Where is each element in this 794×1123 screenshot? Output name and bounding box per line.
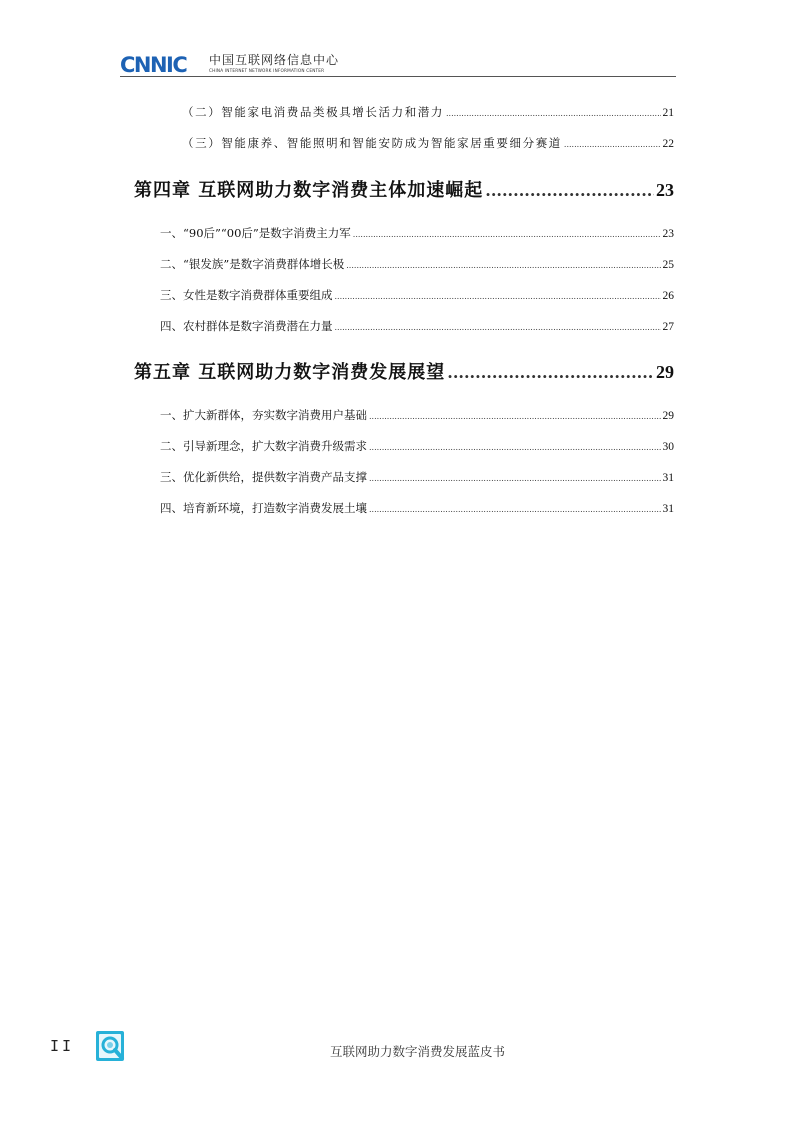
dot-leader <box>346 261 660 270</box>
section-page: 31 <box>662 503 674 515</box>
section-label: 二、“银发族”是数字消费群体增长极 <box>160 257 345 271</box>
section-page: 31 <box>662 472 674 484</box>
dot-leader <box>369 412 661 421</box>
section-label: 一、“90后”“00后”是数字消费主力军 <box>160 226 351 240</box>
chapter-title: 第五章 互联网助力数字消费发展展望 <box>134 362 446 383</box>
section-label: 二、引导新理念，扩大数字消费升级需求 <box>160 439 367 453</box>
dot-leader <box>447 363 654 382</box>
dot-leader <box>335 292 661 301</box>
toc-entry-label: （二）智能家电消费品类极具增长活力和潜力 <box>182 105 444 119</box>
toc-chapter-4[interactable] <box>134 176 674 202</box>
dot-leader <box>353 230 661 239</box>
chapter-page: 23 <box>656 180 674 200</box>
toc-entry-label: （三）智能康养、智能照明和智能安防成为智能家居重要细分赛道 <box>182 136 562 150</box>
header-rule <box>120 76 676 77</box>
dot-leader <box>335 323 661 332</box>
section-label: 三、女性是数字消费群体重要组成 <box>160 288 333 302</box>
book-title: 互联网助力数字消费发展蓝皮书 <box>330 1044 506 1059</box>
dot-leader <box>369 474 661 483</box>
section-page: 26 <box>662 290 674 302</box>
section-label: 四、农村群体是数字消费潜在力量 <box>160 319 333 333</box>
org-name-cn: 中国互联网络信息中心 <box>209 53 340 67</box>
cnnic-logo: CNNIC <box>120 53 187 77</box>
section-page: 27 <box>662 321 674 333</box>
toc-entry[interactable] <box>182 135 674 151</box>
chapter-title: 第四章 互联网助力数字消费主体加速崛起 <box>134 180 484 201</box>
toc-section[interactable] <box>160 287 674 303</box>
dot-leader <box>369 505 661 514</box>
section-page: 23 <box>662 228 674 240</box>
page-number: II <box>50 1037 75 1055</box>
toc-section[interactable] <box>160 318 674 334</box>
toc-section[interactable] <box>160 407 674 423</box>
dot-leader <box>446 109 661 118</box>
toc-section[interactable] <box>160 438 674 454</box>
toc-entry[interactable] <box>182 104 674 120</box>
org-name-en: CHINA INTERNET NETWORK INFORMATION CENTER <box>209 68 325 73</box>
section-page: 25 <box>662 259 674 271</box>
magnifier-book-icon <box>95 1030 127 1062</box>
section-page: 30 <box>662 441 674 453</box>
section-label: 一、扩大新群体，夯实数字消费用户基础 <box>160 408 367 422</box>
toc-entry-page: 21 <box>662 107 674 119</box>
chapter-page: 29 <box>656 362 674 382</box>
page-header <box>120 50 676 78</box>
dot-leader <box>485 181 654 200</box>
section-page: 29 <box>662 410 674 422</box>
dot-leader <box>369 443 661 452</box>
toc-chapter-5[interactable] <box>134 358 674 384</box>
section-label: 三、优化新供给，提供数字消费产品支撑 <box>160 470 367 484</box>
section-label: 四、培育新环境，打造数字消费发展土壤 <box>160 501 367 515</box>
toc-entry-page: 22 <box>662 138 674 150</box>
toc-section[interactable] <box>160 225 674 241</box>
toc-section[interactable] <box>160 500 674 516</box>
toc-section[interactable] <box>160 469 674 485</box>
dot-leader <box>564 140 661 149</box>
toc-section[interactable] <box>160 256 674 272</box>
